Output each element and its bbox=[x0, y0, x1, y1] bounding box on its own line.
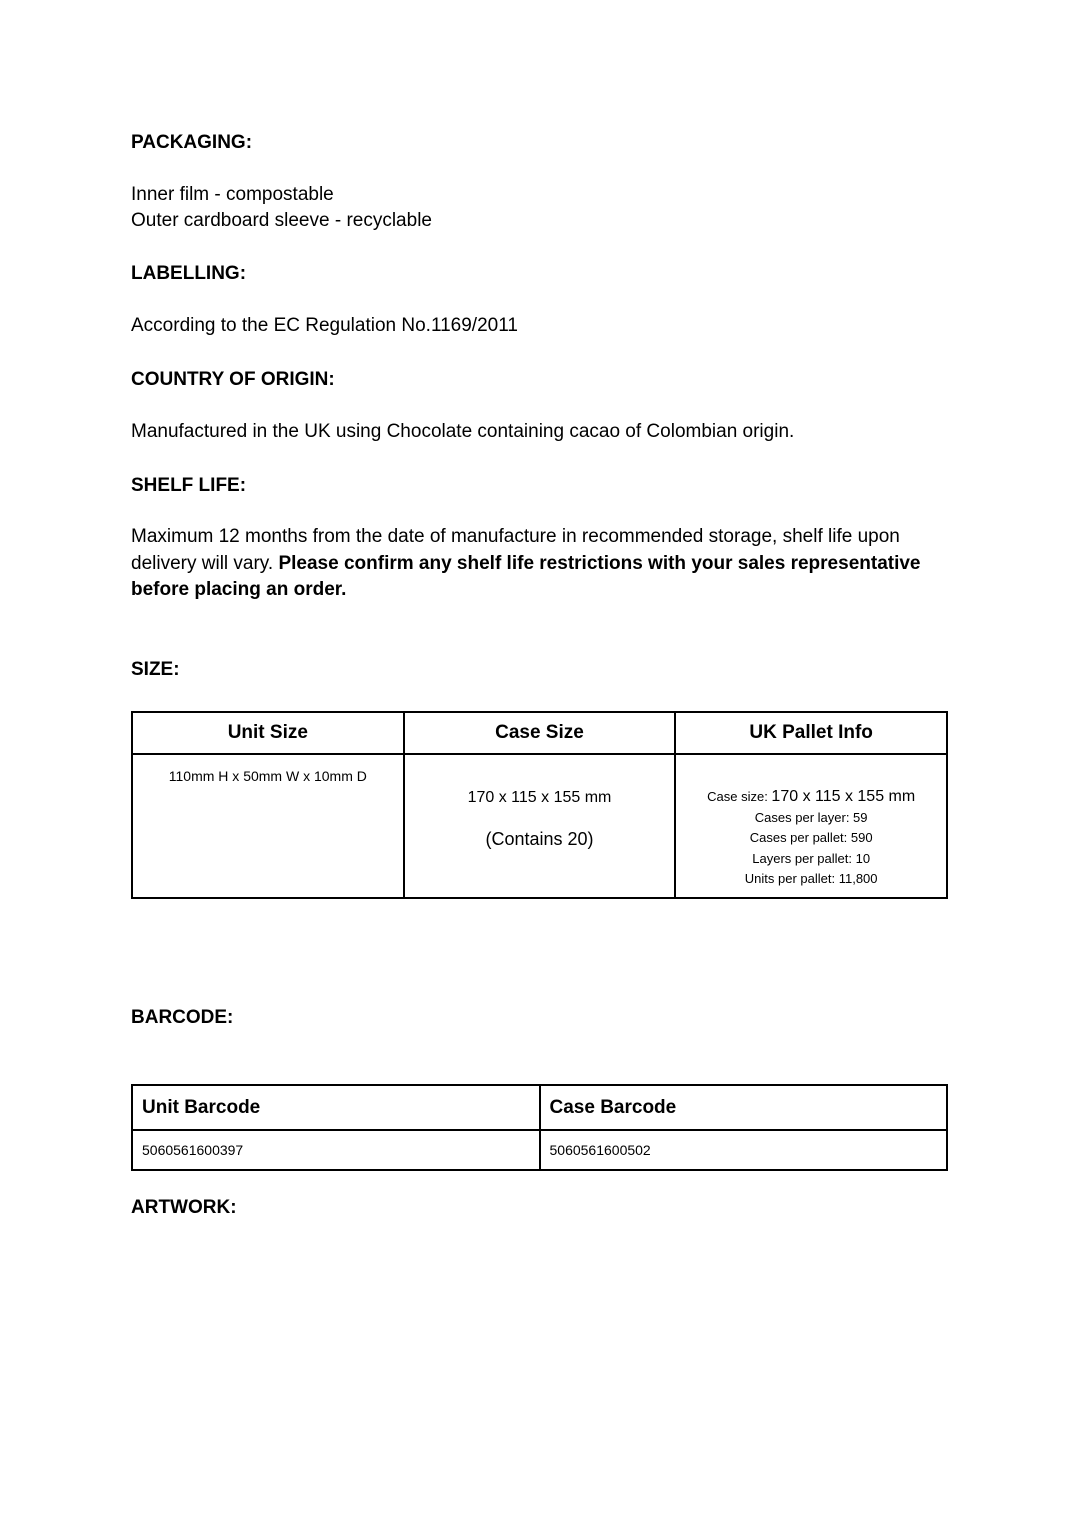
barcode-table bbox=[131, 1084, 948, 1171]
pallet-info-cell bbox=[675, 754, 947, 898]
origin-text: Manufactured in the UK using Chocolate containing cacao of Colombian origin. bbox=[131, 421, 795, 442]
pallet-info-block bbox=[676, 787, 946, 890]
barcode-table-row bbox=[132, 1130, 947, 1170]
pallet-case-size bbox=[676, 787, 946, 808]
pallet-case-size-label: Case size: bbox=[707, 789, 772, 804]
pallet-cases-per-pallet: Cases per pallet: 590 bbox=[749, 830, 873, 845]
case-contains-value: (Contains 20) bbox=[485, 829, 594, 849]
size-table-header-row bbox=[132, 712, 947, 754]
pallet-info-header: UK Pallet Info bbox=[675, 712, 947, 754]
pallet-case-size-value: 170 x 115 x 155 mm bbox=[771, 788, 916, 805]
case-size-value: 170 x 115 x 155 mm bbox=[467, 789, 612, 806]
pallet-units-per-pallet: Units per pallet: 11,800 bbox=[744, 871, 878, 886]
case-size-header: Case Size bbox=[404, 712, 676, 754]
origin-heading: COUNTRY OF ORIGIN: bbox=[131, 369, 335, 390]
size-heading: SIZE: bbox=[131, 659, 180, 680]
unit-barcode-value: 5060561600397 bbox=[132, 1130, 540, 1170]
packaging-inner-film: Inner film - compostable bbox=[131, 184, 334, 205]
case-barcode-header: Case Barcode bbox=[540, 1085, 948, 1130]
pallet-cases-per-layer: Cases per layer: 59 bbox=[754, 809, 868, 825]
shelf-life-regular: Maximum 12 months from the date of manufacture in recommended storage, shelf life upon delivery will vary. bbox=[131, 526, 900, 574]
size-table bbox=[131, 711, 948, 899]
labelling-text: According to the EC Regulation No.1169/2011 bbox=[131, 315, 518, 336]
artwork-heading: ARTWORK: bbox=[131, 1197, 237, 1218]
shelf-life-heading: SHELF LIFE: bbox=[131, 475, 247, 496]
unit-size-value: 110mm H x 50mm W x 10mm D bbox=[168, 768, 367, 784]
size-table-row bbox=[132, 754, 947, 898]
pallet-layers-per-pallet: Layers per pallet: 10 bbox=[752, 850, 871, 866]
labelling-heading: LABELLING: bbox=[131, 263, 247, 284]
barcode-heading: BARCODE: bbox=[131, 1007, 234, 1028]
barcode-table-header-row bbox=[132, 1085, 947, 1130]
packaging-outer-sleeve: Outer cardboard sleeve - recyclable bbox=[131, 210, 432, 231]
packaging-heading: PACKAGING: bbox=[131, 132, 253, 153]
case-barcode-value: 5060561600502 bbox=[540, 1130, 948, 1170]
unit-size-header: Unit Size bbox=[132, 712, 404, 754]
shelf-life-bold-notice: Please confirm any shelf life restrictions with your sales representative before placing an order. bbox=[131, 552, 921, 600]
unit-barcode-header: Unit Barcode bbox=[132, 1085, 540, 1130]
case-size-cell bbox=[404, 754, 676, 898]
unit-size-cell bbox=[132, 754, 404, 898]
shelf-life-text bbox=[131, 524, 951, 604]
